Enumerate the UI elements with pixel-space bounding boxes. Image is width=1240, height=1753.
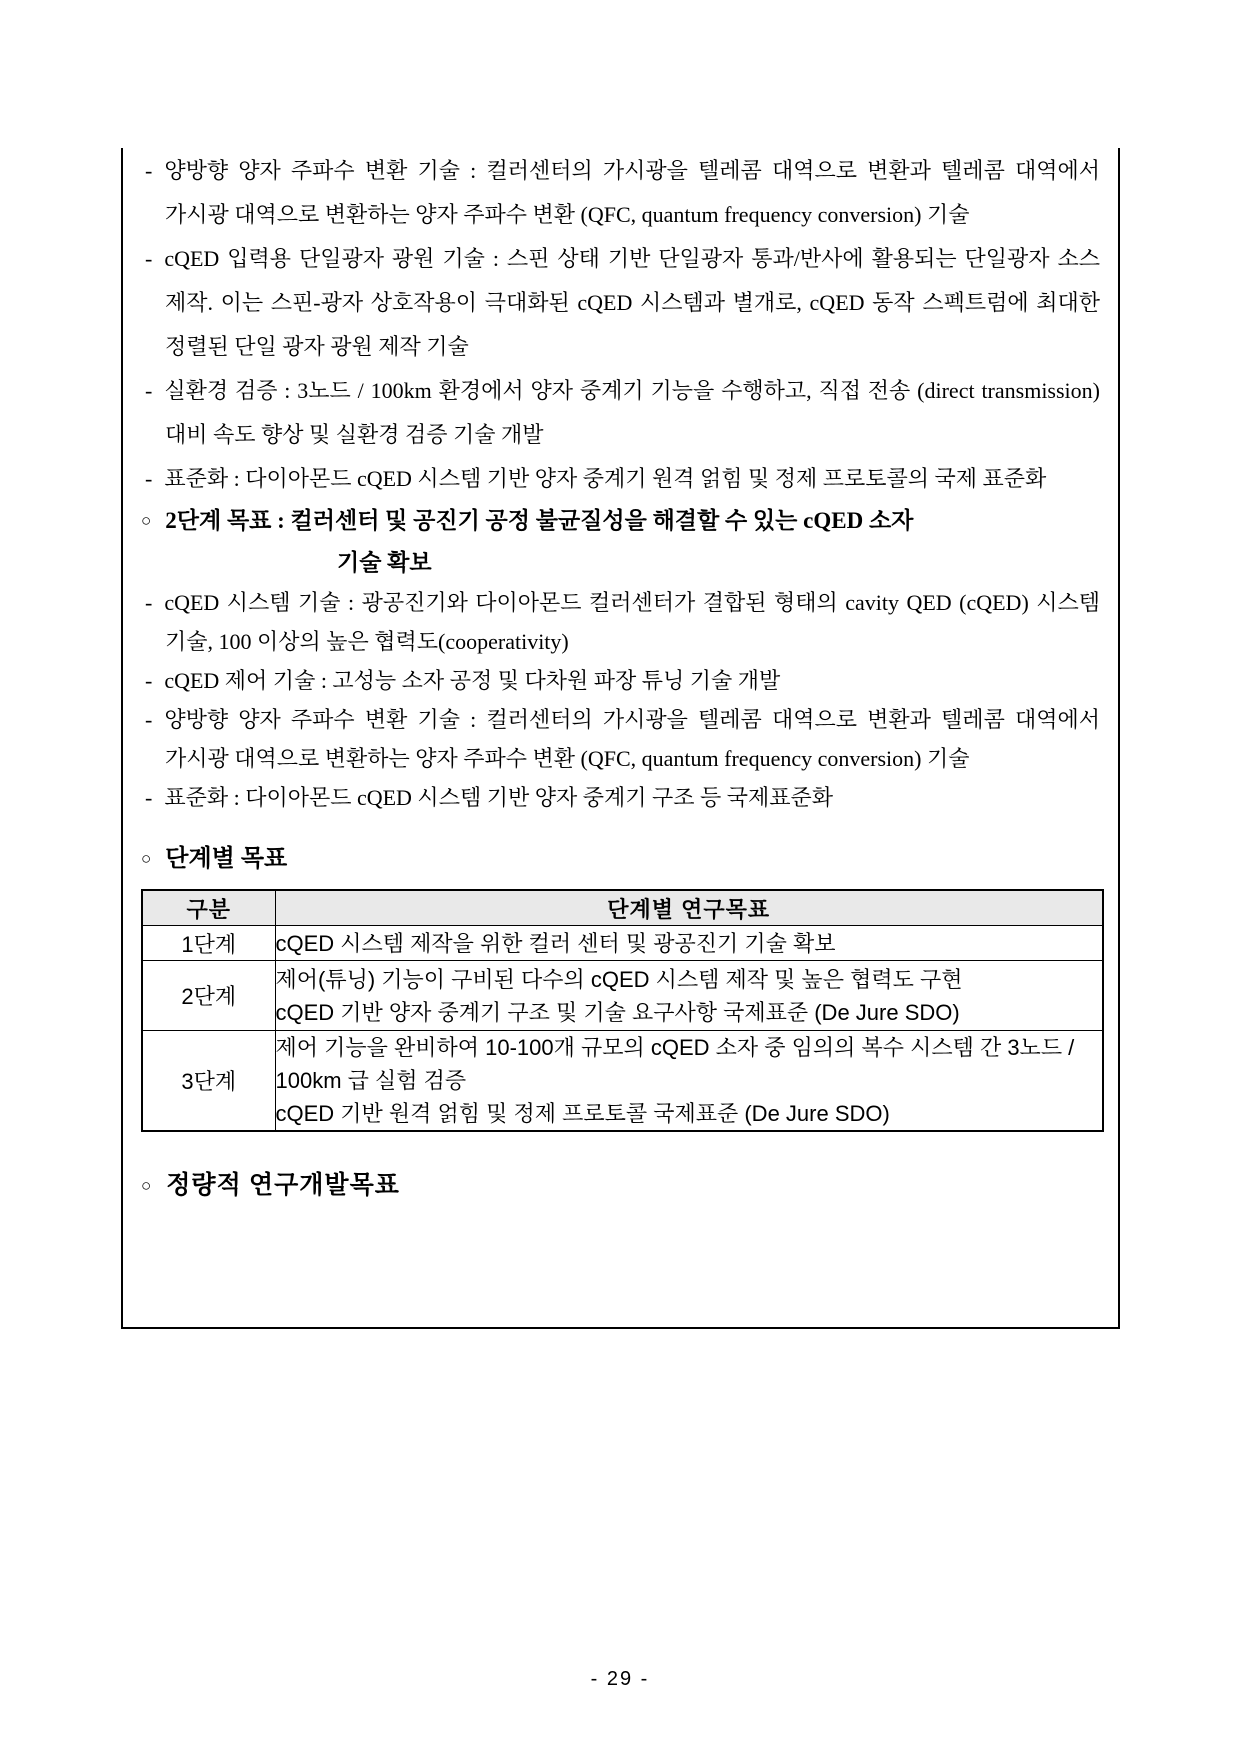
bullet-dash: -: [145, 785, 153, 810]
bullet-text: cQED 제어 기술 : 고성능 소자 공정 및 다차원 파장 튜닝 기술 개발: [164, 668, 781, 693]
stage-label: 1단계: [142, 926, 275, 961]
table-header-row: [142, 890, 1103, 926]
stage1-bullet-list: [141, 149, 1100, 501]
table-row: [142, 926, 1103, 961]
bullet-qfc-tech: [141, 149, 1100, 237]
goal-cell: [275, 961, 1103, 1031]
bullet-text: cQED 시스템 기술 : 광공진기와 다이아몬드 컬러센터가 결합된 형태의 cavity QED (cQED) 시스템 기술, 100 이상의 높은 협력도(cooperativity): [164, 590, 1100, 654]
goal-text: 제어(튜닝) 기능이 구비된 다수의 cQED 시스템 제작 및 높은 협력도 구현: [275, 966, 963, 992]
stagewise-goal-heading: [141, 839, 1100, 881]
bullet-text: 표준화 : 다이아몬드 cQED 시스템 기반 양자 중계기 원격 얽힘 및 정제 프로토콜의 국제 표준화: [164, 466, 1047, 491]
heading-text: 정량적 연구개발목표: [166, 1172, 400, 1199]
stage2-bullet-list: [141, 583, 1100, 817]
bullet-single-photon-source: [141, 237, 1100, 369]
circle-marker: ○: [141, 849, 152, 868]
stagewise-goal-table: [141, 889, 1104, 1132]
quantitative-goal-heading: [141, 1166, 1100, 1208]
table-row: [142, 1031, 1103, 1132]
bullet-dash: -: [145, 158, 153, 183]
circle-marker: ○: [141, 511, 152, 530]
stage-label: 2단계: [142, 961, 275, 1031]
bullet-standardization: [141, 457, 1100, 501]
bullet-text: cQED 입력용 단일광자 광원 기술 : 스핀 상태 기반 단일광자 통과/반사에 활용되는 단일광자 소스 제작. 이는 스핀-광자 상호작용이 극대화된 cQED 시스템과 별개로, cQED 동작 스펙트럼에 최대한 정렬된 단일 광자 광원 제작 기술: [164, 246, 1100, 359]
goal-cell: [275, 926, 1103, 961]
bullet-cqed-control: [141, 661, 1100, 700]
stage-label: 3단계: [142, 1031, 275, 1132]
table-row: [142, 961, 1103, 1031]
goal-text: cQED 기반 원격 얽힘 및 정제 프로토콜 국제표준 (De Jure SDO): [275, 1101, 890, 1126]
bullet-dash: -: [145, 668, 153, 693]
goal-text: 제어 기능을 완비하여 10-100개 규모의 cQED 소자 중 임의의 복수 시스템 간 3노드 / 100km 급 실험 검증: [275, 1035, 1075, 1093]
bullet-text: 표준화 : 다이아몬드 cQED 시스템 기반 양자 중계기 구조 등 국제표준화: [164, 785, 833, 810]
bullet-dash: -: [145, 466, 153, 491]
goal-text: cQED 시스템 제작을 위한 컬러 센터 및 광공진기 기술 확보: [275, 930, 836, 956]
column-header-stage: 구분: [142, 890, 275, 926]
stage2-goal-heading-line1: [141, 501, 1100, 543]
bullet-dash: -: [145, 378, 153, 403]
column-header-goal: 단계별 연구목표: [275, 890, 1103, 926]
heading-text: 2단계 목표 : 컬러센터 및 공진기 공정 불균질성을 해결할 수 있는 cQED 소자: [165, 508, 914, 533]
bullet-qfc-tech-2: [141, 700, 1100, 778]
bullet-text: 실환경 검증 : 3노드 / 100km 환경에서 양자 중계기 기능을 수행하고, 직접 전송 (direct transmission) 대비 속도 향상 및 실환경 검증 기술 개발: [164, 378, 1100, 447]
bullet-standardization-2: [141, 778, 1100, 817]
bullet-cqed-system: [141, 583, 1100, 661]
goal-cell: [275, 1031, 1103, 1132]
content-box: [121, 148, 1120, 1329]
bullet-dash: -: [145, 707, 153, 732]
bullet-dash: -: [145, 590, 153, 615]
page-number: - 29 -: [590, 1668, 650, 1690]
bullet-field-verification: [141, 369, 1100, 457]
stage2-goal-heading: [141, 501, 1100, 583]
goal-text: cQED 기반 양자 중계기 구조 및 기술 요구사항 국제표준 (De Jure SDO): [275, 999, 960, 1025]
circle-marker: ○: [141, 1176, 153, 1195]
stage2-goal-heading-line2: 기술 확보: [337, 550, 432, 575]
heading-text: 단계별 목표: [165, 846, 288, 872]
bullet-dash: -: [145, 246, 153, 271]
bullet-text: 양방향 양자 주파수 변환 기술 : 컬러센터의 가시광을 텔레콤 대역으로 변환과 텔레콤 대역에서 가시광 대역으로 변환하는 양자 주파수 변환 (QFC, quantum frequency conversion) 기술: [164, 707, 1100, 771]
bullet-text: 양방향 양자 주파수 변환 기술 : 컬러센터의 가시광을 텔레콤 대역으로 변환과 텔레콤 대역에서 가시광 대역으로 변환하는 양자 주파수 변환 (QFC, quantum frequency conversion) 기술: [164, 158, 1100, 227]
